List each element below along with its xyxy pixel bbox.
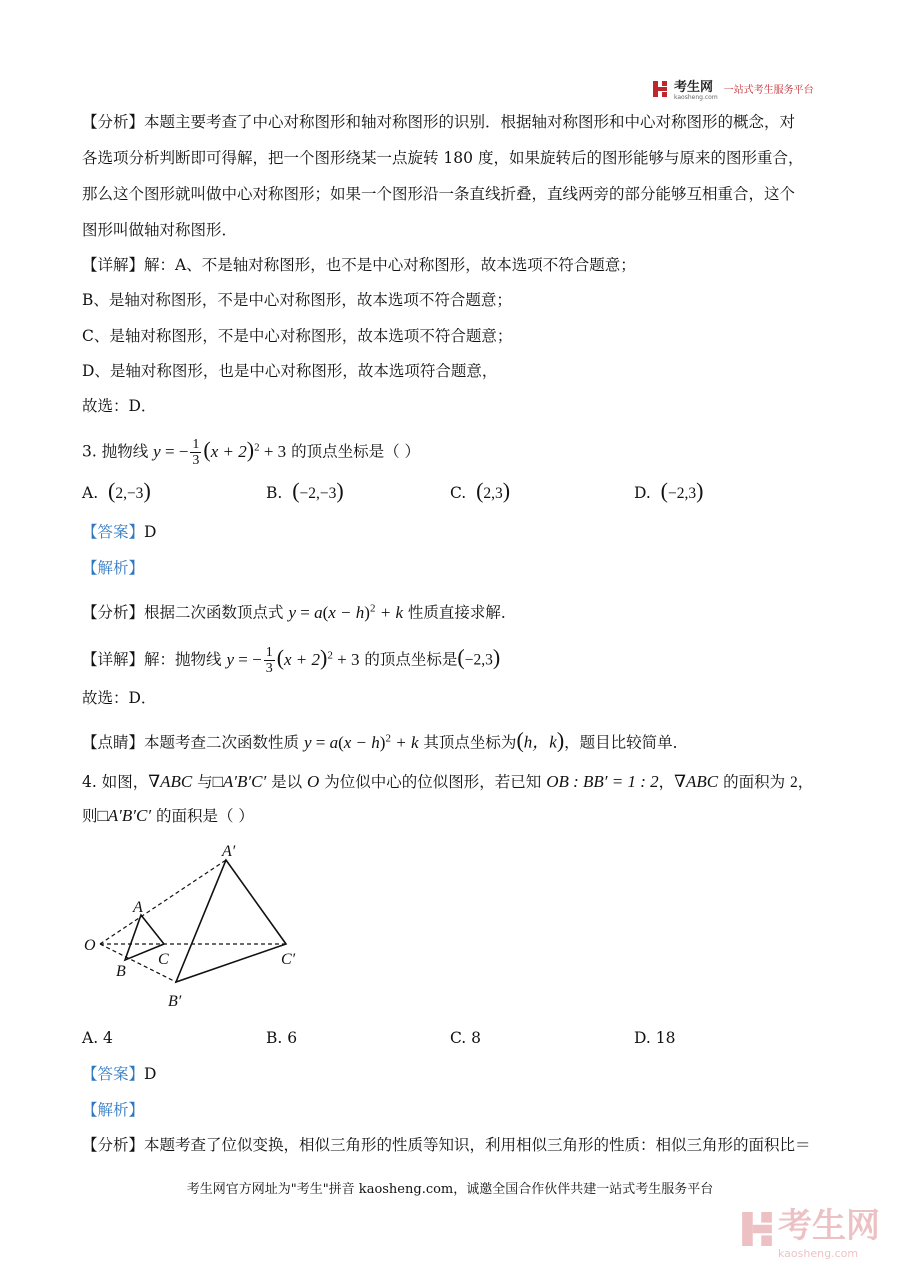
q2-analysis-line1: 【分析】本题主要考查了中心对称图形和轴对称图形的识别．根据轴对称图形和中心对称图形的概念，对 [82, 113, 796, 131]
q3-dianjing: 【点睛】本题考查二次函数性质 $y = a(x - h)^2 + k$ 其顶点坐标为(h，k)，题目比较简单． [82, 727, 689, 753]
triangle-a2b2c2 [176, 860, 286, 982]
label-o: O [84, 937, 96, 954]
brand-domain: kaosheng.com [674, 94, 718, 101]
q4-option-b: B. 6 [266, 1029, 298, 1047]
q3-option-d: D. (−2,3) [634, 478, 704, 503]
q3-option-b: B. (−2,−3) [266, 478, 344, 503]
q2-analysis-line4: 图形叫做轴对称图形． [82, 221, 238, 239]
watermark-domain: kaosheng.com [778, 1247, 859, 1260]
q2-detail-line4: D、是轴对称图形，也是中心对称图形，故本选项符合题意， [82, 362, 498, 380]
q3-analysis: 【分析】根据二次函数顶点式 $y = a(x - h)^2 + k$ 性质直接求解． [82, 602, 517, 622]
q3-formula: y = − $\frac{1}{3}$ $(x + 2)^2 + 3$ [153, 436, 287, 469]
label-a-prime: A′ [222, 843, 236, 860]
q3-option-a: A. (2,−3) [82, 478, 151, 503]
q4-option-d: D. 18 [634, 1029, 676, 1047]
brand-name: 考生网 [674, 80, 714, 95]
q2-detail-line2: B、是轴对称图形，不是中心对称图形，故本选项不符合题意； [82, 291, 512, 309]
q4-option-a: A. 4 [82, 1029, 113, 1047]
q2-detail-line1: 【详解】解：A、不是轴对称图形，也不是中心对称图形，故本选项不符合题意； [82, 256, 636, 274]
watermark [740, 1198, 880, 1260]
label-b: B [116, 963, 126, 980]
label-c: C [158, 951, 169, 968]
q3-option-c: C. (2,3) [450, 478, 511, 503]
q2-analysis-line3: 那么这个图形就叫做中心对称图形；如果一个图形沿一条直线折叠，直线两旁的部分能够互相重合，这个 [82, 185, 796, 203]
q4-homothety-figure [78, 836, 318, 1020]
q2-analysis-line2: 各选项分析判断即可得解，把一个图形绕某一点旋转 180 度，如果旋转后的图形能够与原来的图形重合， [82, 149, 804, 167]
ray-oa [100, 860, 226, 944]
label-a: A [133, 899, 143, 916]
q3-choose: 故选：D． [82, 689, 157, 707]
q3-stem: 3. 抛物线 y = − $\frac{1}{3}$ $(x + 2)^2 + 3$ 的顶点坐标是（ ） [82, 436, 421, 469]
q4-option-c: C. 8 [450, 1029, 482, 1047]
watermark-logo-icon [740, 1209, 774, 1249]
q3-answer: 【答案】D [82, 523, 157, 541]
label-b-prime: B′ [168, 993, 182, 1010]
q4-jiexi: 【解析】 [82, 1101, 145, 1119]
page-footer: 考生网官方网址为"考生"拼音 kaosheng.com，诚邀全国合作伙伴共建一站式考生服务平台 [186, 1182, 714, 1197]
q4-stem-line2: 则□A′B′C′ 的面积是（ ） [82, 806, 254, 825]
watermark-text: 考生网 [778, 1206, 880, 1246]
q4-analysis: 【分析】本题考查了位似变换，相似三角形的性质等知识，利用相似三角形的性质：相似三角形的面积比＝ [82, 1136, 811, 1154]
q4-answer: 【答案】D [82, 1065, 157, 1083]
q3-jiexi: 【解析】 [82, 559, 145, 577]
brand-slogan: 一站式考生服务平台 [723, 85, 814, 96]
brand-logo-icon [652, 80, 668, 98]
q4-stem-line1: 4. 如图，∇ABC 与□A′B′C′ 是以 O 为位似中心的位似图形，若已知 OB : BB′ = 1 : 2，∇ABC 的面积为 2， [82, 772, 814, 791]
label-c-prime: C′ [281, 951, 296, 968]
q3-detail: 【详解】解：抛物线 y = − $\frac{1}{3}$ $(x + 2)^2 + 3$ 的顶点坐标是(−2,3) [82, 644, 501, 677]
q2-choose: 故选：D． [82, 397, 157, 415]
q2-detail-line3: C、是轴对称图形，不是中心对称图形，故本选项不符合题意； [82, 327, 513, 345]
header-logo [652, 76, 814, 101]
